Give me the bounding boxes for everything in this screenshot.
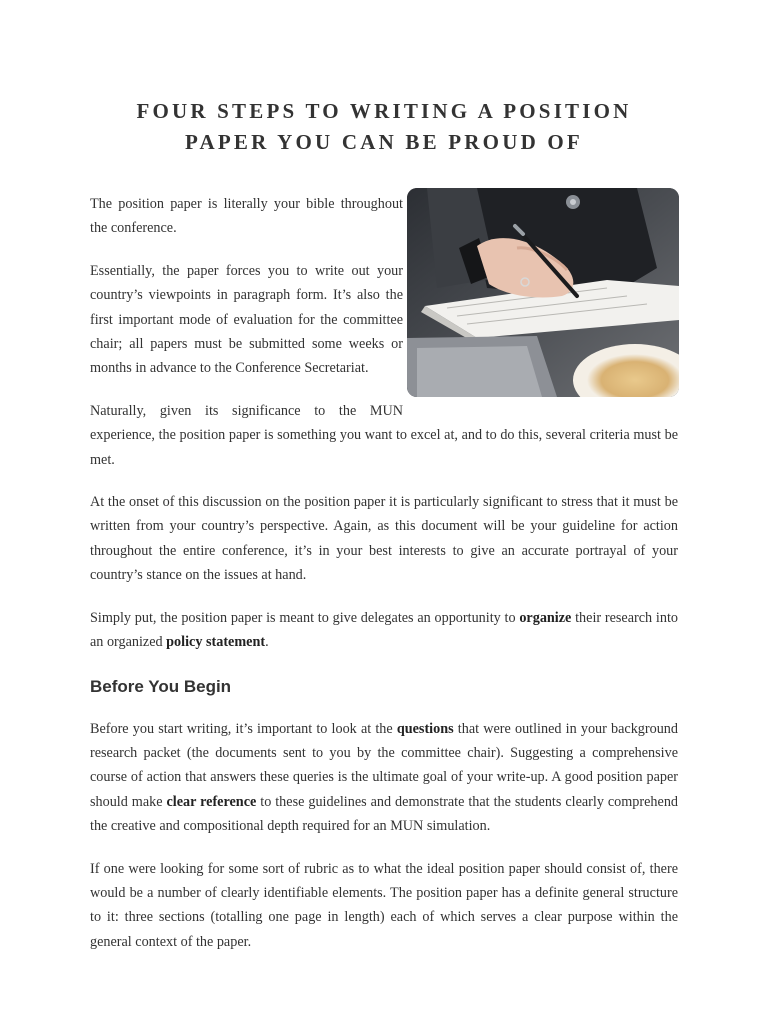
paragraph-6-text-2: that were outlined in your background research packet (the documents sent to you by the committee chair). Suggesting a comprehensive course of action that answers these queries is the ultimate goal of your write-up. A good position paper should make	[90, 720, 678, 810]
paragraph-5-text-3: .	[265, 634, 269, 651]
hand-writing-photo-icon	[407, 188, 679, 397]
paragraph-6-text-1: Before you start writing, it’s important to look at the	[90, 720, 397, 737]
paragraph-6	[90, 717, 678, 839]
paragraph-1: The position paper is literally your bible throughout the conference.	[90, 196, 403, 237]
paragraph-4: At the onset of this discussion on the position paper it is particularly significant to stress that it must be written from your country’s perspective. Again, as this document will be your guideline for action throughout the entire conference, it’s in your best interests to give an accurate portrayal of your country’s stance on the issues at hand.	[90, 494, 678, 584]
paragraph-5-text-1: Simply put, the position paper is meant to give delegates an opportunity to	[90, 609, 520, 626]
paragraph-2: Essentially, the paper forces you to write out your country’s viewpoints in paragraph form. It’s also the first important mode of evaluation for the committee chair; all papers must be submitted some weeks or months in advance to the Conference Secretariat.	[90, 262, 403, 377]
paragraph-5	[90, 606, 678, 655]
paragraph-6-bold-clear-reference: clear reference	[166, 793, 257, 810]
paragraph-7: If one were looking for some sort of rubric as to what the ideal position paper should consist of, there would be a number of clearly identifiable elements. The position paper has a definite general structure to it: three sections (totalling one page in length) each of which serves a clear purpose within the general context of the paper.	[90, 860, 678, 950]
article-photo	[407, 188, 679, 397]
article-title	[90, 96, 678, 158]
paragraph-5-bold-policy-statement: policy statement	[166, 634, 266, 651]
title-line-1: FOUR STEPS TO WRITING A POSITION	[136, 99, 632, 123]
article	[90, 96, 678, 972]
paragraph-5-text-2: their research into an organized	[90, 609, 678, 651]
paragraph-6-text-3: to these guidelines and demonstrate that the students clearly comprehend the creative and compositional depth required for an MUN simulation.	[90, 793, 679, 835]
title-line-2: PAPER YOU CAN BE PROUD OF	[185, 130, 583, 154]
paragraph-3: Naturally, given its significance to the MUN experience, the position paper is something you want to excel at, and to do this, several criteria must be met.	[90, 402, 678, 468]
paragraph-6-bold-questions: questions	[396, 720, 454, 737]
section-heading-before-you-begin: Before You Begin	[90, 676, 232, 696]
paragraph-5-bold-organize: organize	[519, 609, 572, 626]
